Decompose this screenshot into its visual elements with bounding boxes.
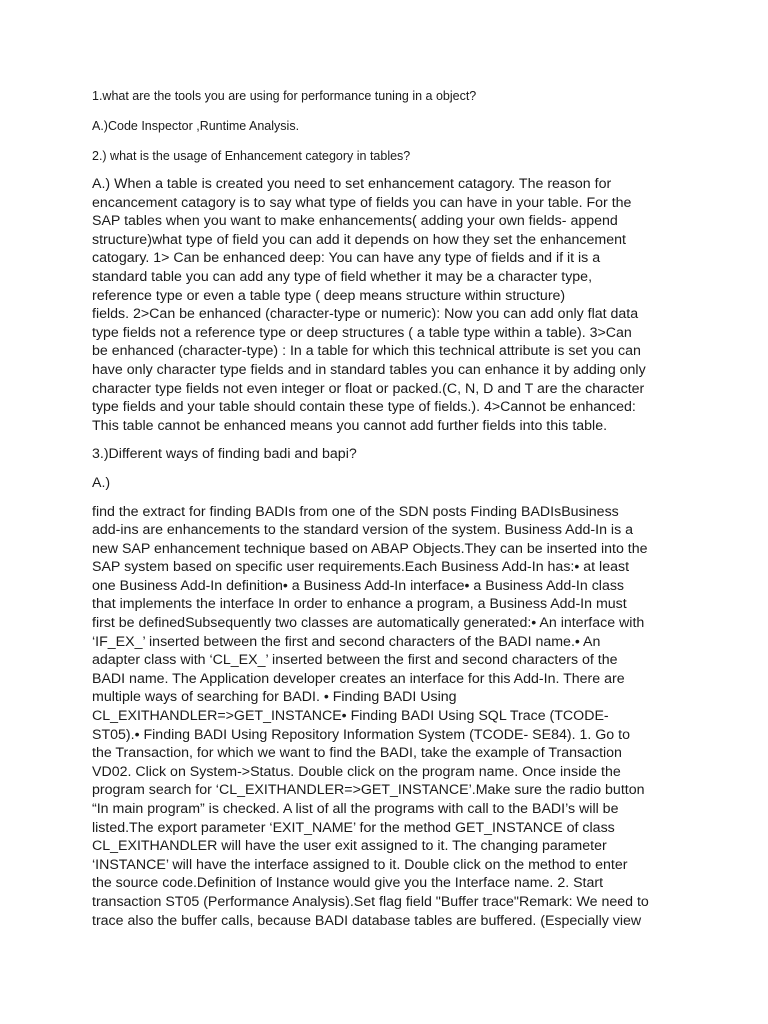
- answer-2-line: character type fields not even integer or float or packed.(C, N, D and T are the character: [92, 380, 645, 397]
- answer-3-line: the Transaction, for which we want to find the BADI, take the example of Transaction: [92, 745, 622, 762]
- document-page: [92, 84, 682, 930]
- answer-3-line: first be definedSubsequently two classes are automatically generated:• An interface with: [92, 615, 645, 632]
- answer-2-paragraph: [92, 175, 682, 435]
- answer-3-line: find the extract for finding BADIs from one of the SDN posts Finding BADIsBusiness: [92, 503, 619, 520]
- answer-3-line: adapter class with ‘CL_EX_’ inserted between the first and second characters of the: [92, 652, 618, 669]
- answer-3-line: add-ins are enhancements to the standard version of the system. Business Add-In is a: [92, 522, 634, 539]
- answer-2-line: SAP tables when you want to make enhancements( adding your own fields- append: [92, 213, 618, 230]
- answer-3-line: SAP system based on specific user requirements.Each Business Add-In has:• at least: [92, 559, 630, 576]
- answer-1: A.)Code Inspector ,Runtime Analysis.: [92, 119, 300, 133]
- answer-3-line: ‘INSTANCE’ will have the interface assigned to it. Double click on the method to enter: [92, 856, 628, 873]
- answer-2-line: This table cannot be enhanced means you cannot add further fields into this table.: [92, 417, 608, 434]
- answer-3-line: multiple ways of searching for BADI. • Finding BADI Using: [92, 689, 457, 706]
- answer-2-line: structure)what type of field you can add it depends on how they set the enhancement: [92, 231, 626, 248]
- answer-2-line: A.) When a table is created you need to set enhancement catagory. The reason for: [92, 176, 612, 192]
- answer-2-line: have only character type fields and in standard tables you can enhance it by adding only: [92, 361, 646, 378]
- answer-3-line: ‘IF_EX_’ inserted between the first and second characters of the BADI name.• An: [92, 633, 601, 650]
- answer-3: A.): [92, 474, 111, 491]
- answer-3-line: VD02. Click on System->Status. Double click on the program name. Once inside the: [92, 763, 621, 780]
- answer-2-line: type fields and your table should contain these type of fields.). 4>Cannot be enhanced:: [92, 399, 636, 416]
- answer-2-line: be enhanced (character-type) : In a table for which this technical attribute is set you can: [92, 343, 641, 360]
- answer-3-line: program search for ‘CL_EXITHANDLER=>GET_INSTANCE’.Make sure the radio button: [92, 782, 645, 799]
- answer-3-line: CL_EXITHANDLER=>GET_INSTANCE• Finding BADI Using SQL Trace (TCODE-: [92, 708, 609, 725]
- question-3: 3.)Different ways of finding badi and bapi?: [92, 446, 357, 463]
- answer-3-line: CL_EXITHANDLER will have the user exit assigned to it. The changing parameter: [92, 838, 607, 855]
- answer-3-line: the source code.Definition of Instance would give you the Interface name. 2. Start: [92, 875, 604, 892]
- answer-2-line: standard table you can add any type of field whether it may be a character type,: [92, 268, 593, 285]
- answer-2-line: reference type or even a table type ( deep means structure within structure): [92, 287, 566, 304]
- answer-3-line: BADI name. The Application developer creates an interface for this Add-In. There are: [92, 670, 625, 687]
- answer-3-line: new SAP enhancement technique based on ABAP Objects.They can be inserted into the: [92, 540, 648, 557]
- answer-2-line: fields. 2>Can be enhanced (character-type or numeric): Now you can add only flat data: [92, 306, 639, 323]
- answer-3-paragraph: [92, 503, 682, 931]
- answer-3-line: listed.The export parameter ‘EXIT_NAME’ for the method GET_INSTANCE of class: [92, 819, 615, 836]
- answer-3-line: one Business Add-In definition• a Business Add-In interface• a Business Add-In class: [92, 577, 625, 594]
- answer-3-line: trace also the buffer calls, because BADI database tables are buffered. (Especially view: [92, 912, 642, 929]
- answer-3-line: “In main program” is checked. A list of all the programs with call to the BADI’s will be: [92, 801, 619, 817]
- answer-2-line: type fields not a reference type or deep structures ( a table type within a table). 3>Can: [92, 324, 632, 341]
- answer-3-line: transaction ST05 (Performance Analysis).Set flag field "Buffer trace"Remark: We need to: [92, 893, 649, 910]
- question-1: 1.what are the tools you are using for performance tuning in a object?: [92, 89, 477, 103]
- answer-2-line: catogary. 1> Can be enhanced deep: You can have any type of fields and if it is a: [92, 250, 601, 267]
- answer-3-line: that implements the interface In order to enhance a program, a Business Add-In must: [92, 596, 627, 613]
- answer-2-line: encancement catagory is to say what type of fields you can have in your table. For the: [92, 194, 632, 211]
- answer-3-line: ST05).• Finding BADI Using Repository Information System (TCODE- SE84). 1. Go to: [92, 726, 630, 743]
- question-2: 2.) what is the usage of Enhancement category in tables?: [92, 149, 411, 163]
